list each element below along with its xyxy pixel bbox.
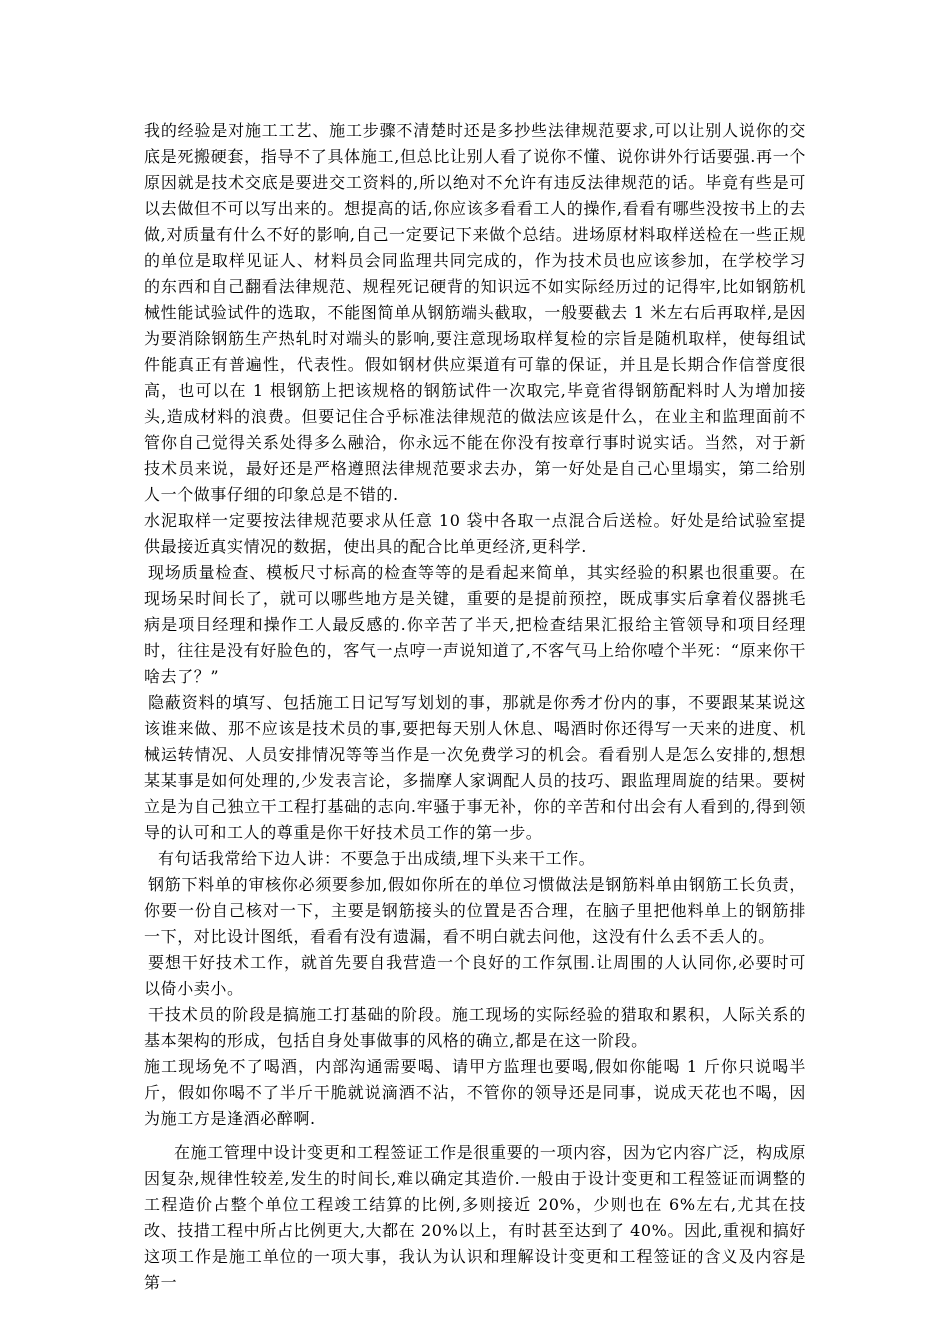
- paragraph-cement-sampling: 水泥取样一定要按法律规范要求从任意 10 袋中各取一点混合后送检。好处是给试验室提供最接近真实情况的数据，使出具的配合比单更经济,更科学.: [144, 511, 806, 556]
- paragraph-quality-inspection: 现场质量检查、模板尺寸标高的检查等等的是看起来简单，其实经验的积累也很重要。在现场呆时间长了，就可以哪些地方是关键，重要的是提前预控，既成事实后拿着仪器挑毛病是项目经理和操作工人最反感的.你辛苦了半天,把检查结果汇报给主管领导和项目经理时，往往是没有好脸色的，客气一点哼一声说知道了,不客气马上给你噎个半死：“原来你干啥去了？”: [144, 563, 806, 686]
- paragraph-design-change: 在施工管理中设计变更和工程签证工作是很重要的一项内容，因为它内容广泛，构成原因复杂,规律性较差,发生的时间长,难以确定其造价.一般由于设计变更和工程签证而调整的工程造价占整个单位工程竣工结算的比例,多则接近 20%，少则也在 6%左右,尤其在技改、技措工程中所占比例更大,大都在 20%以上，有时甚至达到了 40%。因此,重视和搞好这项工作是施工单位的一项大事，我认为认识和理解设计变更和工程签证的含义及内容是第一: [144, 1143, 806, 1292]
- paragraph-rebar-list: 钢筋下料单的审核你必须要参加,假如你所在的单位习惯做法是钢筋料单由钢筋工长负责，你要一份自己核对一下，主要是钢筋接头的位置是否合理，在脑子里把他料单上的钢筋排一下，对比设计图纸，看看有没有遗漏，看不明白就去问他，这没有什么丢不丢人的。: [144, 875, 806, 946]
- document-page: [144, 118, 806, 1296]
- paragraph-spacer: [144, 1132, 806, 1140]
- paragraph-technical-briefing: 我的经验是对施工工艺、施工步骤不清楚时还是多抄些法律规范要求,可以让别人说你的交底是死搬硬套，指导不了具体施工,但总比让别人看了说你不懂、说你讲外行话要强.再一个原因就是技术交底是要进交工资料的,所以绝对不允许有违反法律规范的话。毕竟有些是可以去做但不可以写出来的。想提高的话,你应该多看看工人的操作,看看有哪些没按书上的去做,对质量有什么不好的影响,自己一定要记下来做个总结。进场原材料取样送检在一些正规的单位是取样见证人、材料员会同监理共同完成的，作为技术员也应该参加，在学校学习的东西和自己翻看法律规范、规程死记硬背的知识远不如实际经历过的记得牢,比如钢筋机械性能试验试件的选取，不能图简单从钢筋端头截取，一般要截去 1 米左右后再取样,是因为要消除钢筋生产热轧时对端头的影响,要注意现场取样复检的宗旨是随机取样，使每组试件能真正有普遍性，代表性。假如钢材供应渠道有可靠的保证，并且是长期合作信誉度很高，也可以在 1 根钢筋上把该规格的钢筋试件一次取完,毕竟省得钢筋配料时人为增加接头,造成材料的浪费。但要记住合乎标准法律规范的做法应该是什么，在业主和监理面前不管你自己觉得关系处得多么融洽，你永远不能在你没有按章行事时说实话。当然，对于新技术员来说，最好还是严格遵照法律规范要求去办，第一好处是自己心里塌实，第二给别人一个做事仔细的印象总是不错的.: [144, 121, 806, 504]
- paragraph-work-atmosphere: 要想干好技术工作，就首先要自我营造一个良好的工作氛围.让周围的人认同你,必要时可以倚小卖小。: [144, 953, 806, 998]
- paragraph-concealed-records: 隐蔽资料的填写、包括施工日记写写划划的事，那就是你秀才份内的事，不要跟某某说这该谁来做、那不应该是技术员的事,要把每天别人休息、喝酒时你还得写一天来的进度、机械运转情况、人员安排情况等等当作是一次免费学习的机会。看看别人是怎么安排的,想想某某事是如何处理的,少发表言论，多揣摩人家调配人员的技巧、跟监理周旋的结果。要树立是为自己独立干工程打基础的志向.牢骚于事无补，你的辛苦和付出会有人看到的,得到领导的认可和工人的尊重是你干好技术员工作的第一步。: [144, 693, 806, 842]
- paragraph-drinking: 施工现场免不了喝酒，内部沟通需要喝、请甲方监理也要喝,假如你能喝 1 斤你只说喝半斤，假如你喝不了半斤干脆就说滴酒不沾，不管你的领导还是同事，说成天花也不喝，因为施工方是逢酒必醉啊.: [144, 1057, 806, 1128]
- paragraph-saying: 有句话我常给下边人讲：不要急于出成绩,埋下头来干工作。: [158, 849, 596, 868]
- paragraph-foundation-stage: 干技术员的阶段是搞施工打基础的阶段。施工现场的实际经验的猎取和累积，人际关系的基本架构的形成，包括自身处事做事的风格的确立,都是在这一阶段。: [144, 1005, 806, 1050]
